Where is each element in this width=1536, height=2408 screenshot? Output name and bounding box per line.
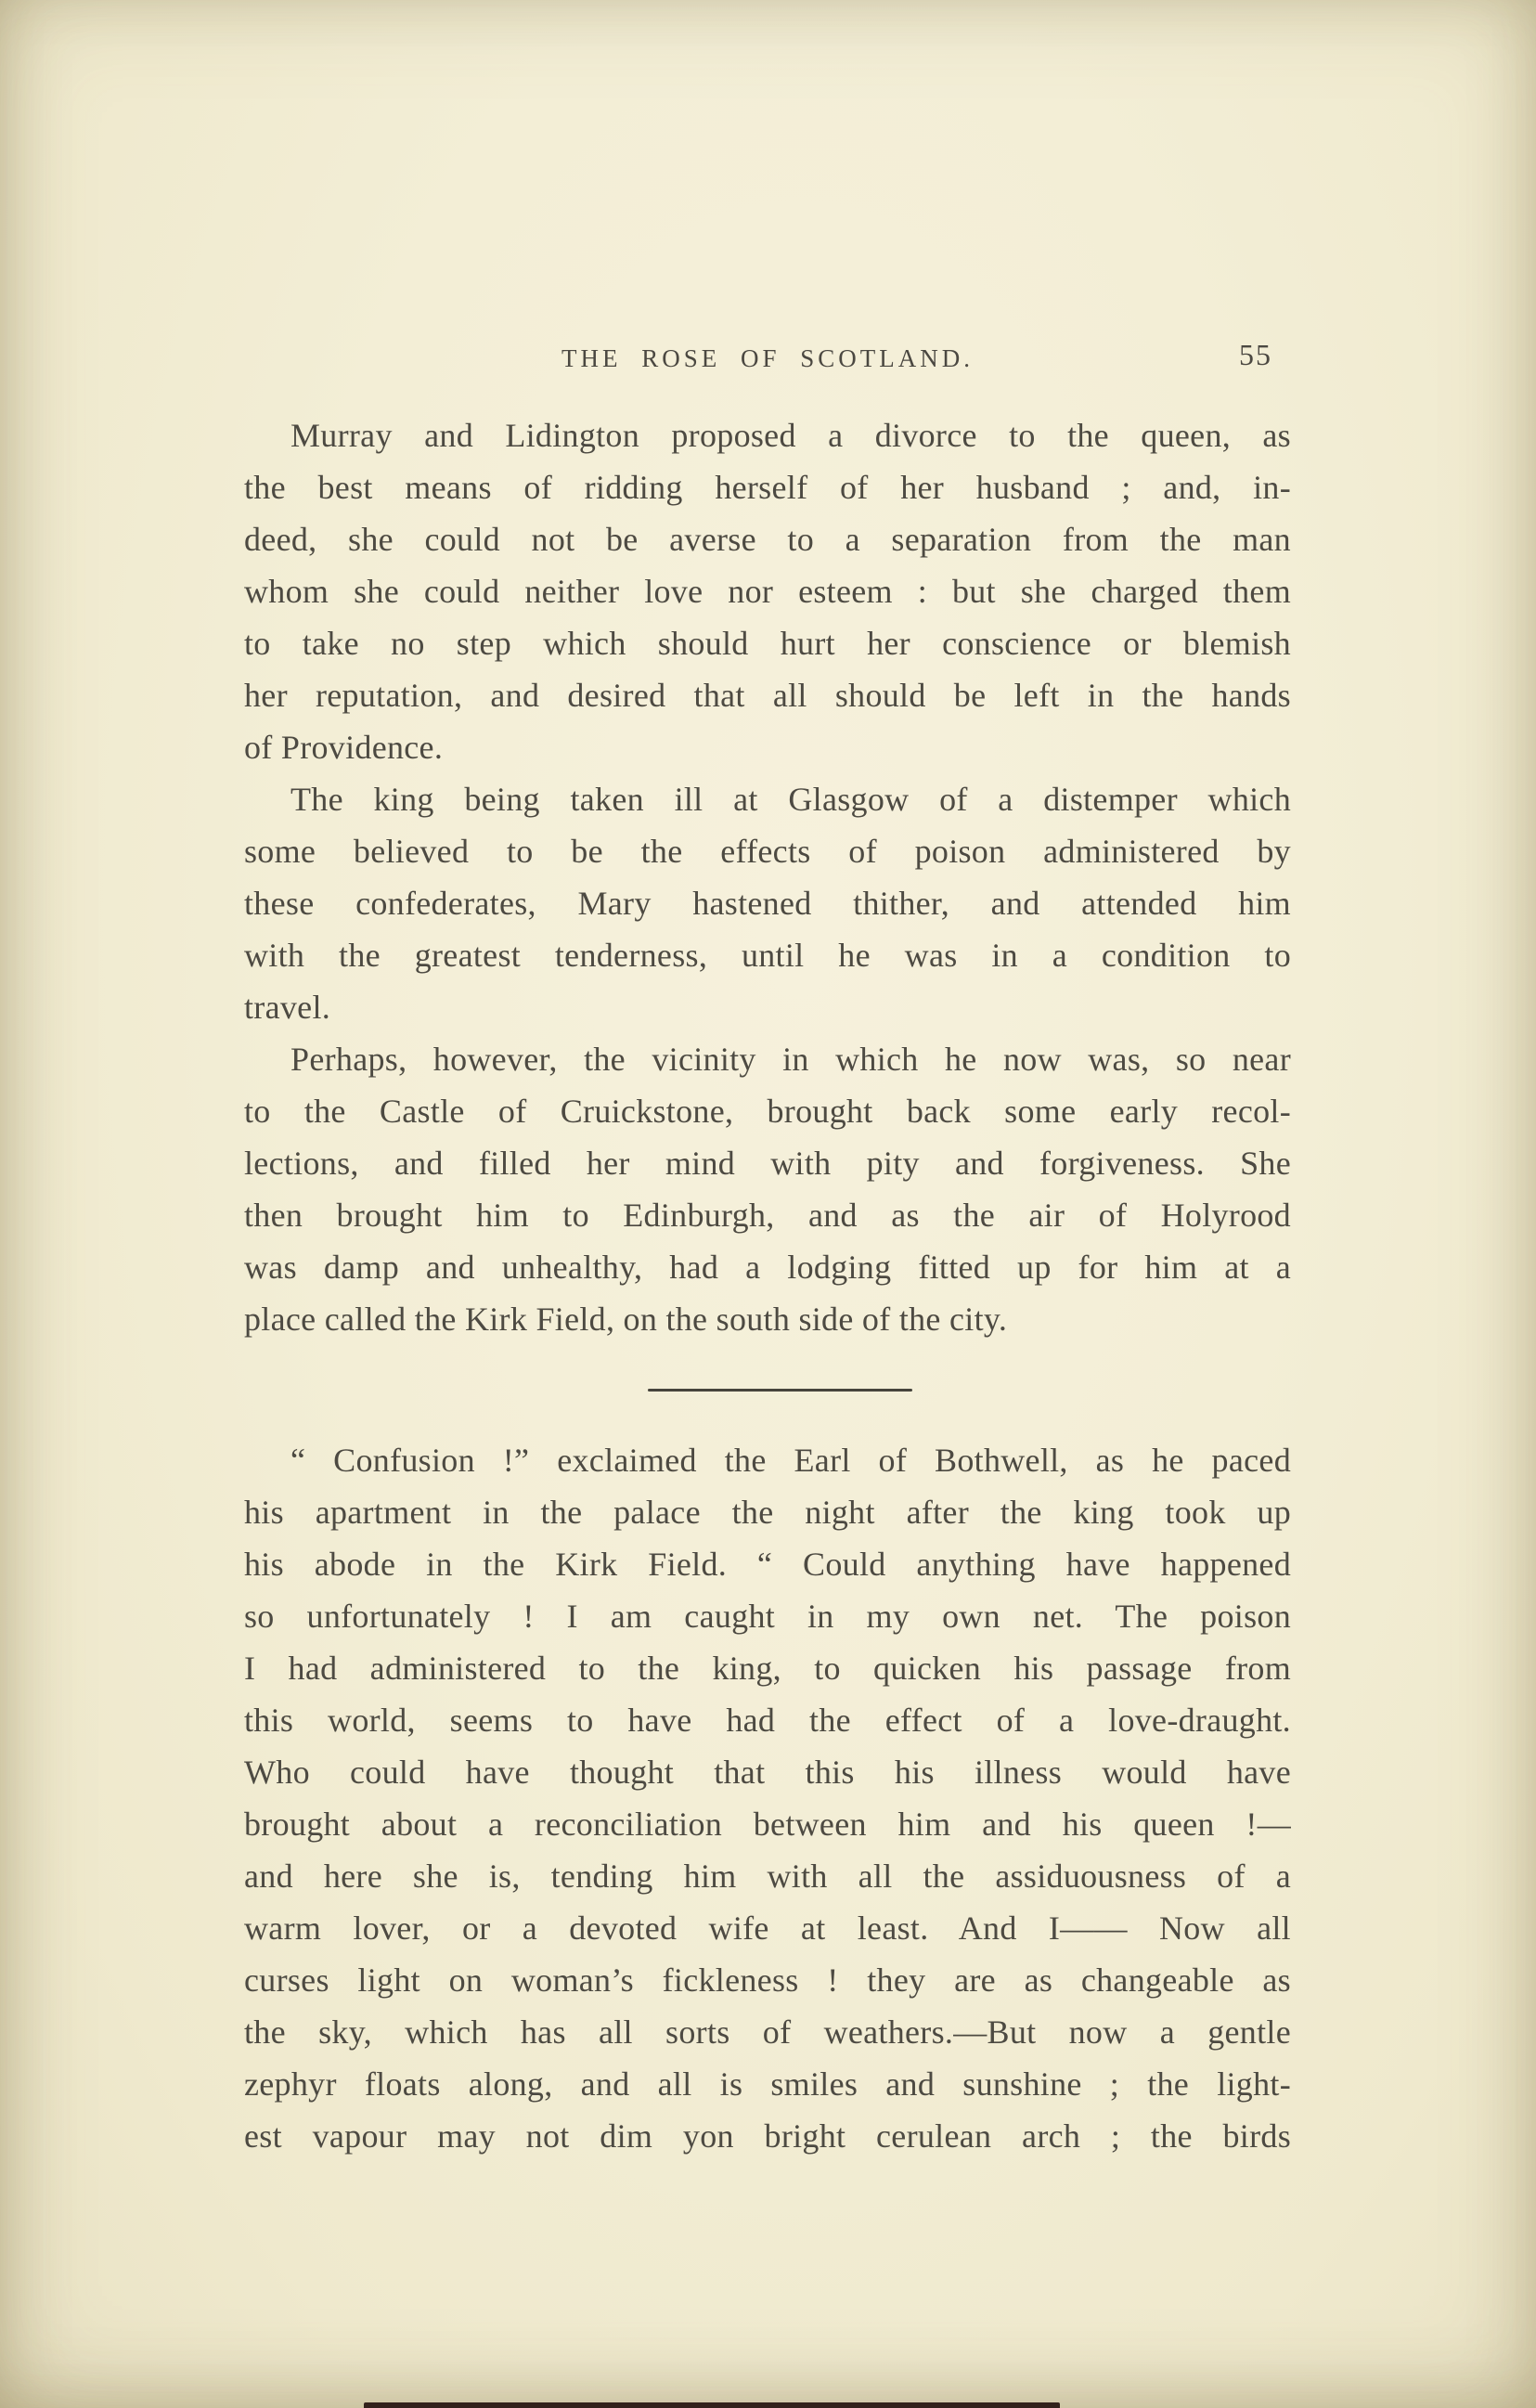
text-line: to the Castle of Cruickstone, brought back some early recol- <box>244 1093 1291 1130</box>
text-line: his apartment in the palace the night after the king took up <box>244 1494 1291 1531</box>
section-divider <box>648 1389 912 1392</box>
text-line: with the greatest tenderness, until he was in a condition to <box>244 937 1291 974</box>
text-line: zephyr floats along, and all is smiles and sunshine ; the light- <box>244 2065 1291 2103</box>
text-line: curses light on woman’s fickleness ! they are as changeable as <box>244 1961 1291 1999</box>
text-line: then brought him to Edinburgh, and as the air of Holyrood <box>244 1197 1291 1234</box>
text-line: and here she is, tending him with all the assiduousness of a <box>244 1858 1291 1895</box>
text-line: was damp and unhealthy, had a lodging fitted up for him at a <box>244 1249 1291 1286</box>
text-line: I had administered to the king, to quicken his passage from <box>244 1650 1291 1687</box>
text-line: whom she could neither love nor esteem : but she charged them <box>244 573 1291 610</box>
text-line: deed, she could not be averse to a separation from the man <box>244 521 1291 558</box>
page-body <box>244 409 1291 2162</box>
scan-edge-artifact <box>364 2402 1060 2408</box>
page-number: 55 <box>1239 338 1272 371</box>
page-header <box>244 338 1291 383</box>
text-line: her reputation, and desired that all should be left in the hands <box>244 677 1291 714</box>
text-line: Who could have thought that this his illness would have <box>244 1754 1291 1791</box>
text-line: of Providence. <box>244 729 444 766</box>
text-line: place called the Kirk Field, on the south side of the city. <box>244 1301 1008 1338</box>
text-line: est vapour may not dim yon bright cerulean arch ; the birds <box>244 2117 1291 2155</box>
text-line: travel. <box>244 989 331 1026</box>
text-line: Perhaps, however, the vicinity in which he now was, so near <box>290 1041 1291 1078</box>
text-line: the best means of ridding herself of her husband ; and, in- <box>244 469 1291 506</box>
text-line: the sky, which has all sorts of weathers.—But now a gentle <box>244 2013 1291 2051</box>
text-line: to take no step which should hurt her conscience or blemish <box>244 625 1291 662</box>
running-title: THE ROSE OF SCOTLAND. <box>561 344 975 372</box>
text-line: “ Confusion !” exclaimed the Earl of Bothwell, as he paced <box>290 1442 1291 1479</box>
text-line: this world, seems to have had the effect of a love-draught. <box>244 1702 1291 1739</box>
text-line: brought about a reconciliation between him and his queen !— <box>244 1806 1291 1843</box>
text-line: warm lover, or a devoted wife at least. And I—— Now all <box>244 1910 1291 1947</box>
text-line: his abode in the Kirk Field. “ Could anything have happened <box>244 1546 1291 1583</box>
text-line: lections, and filled her mind with pity and forgiveness. She <box>244 1145 1291 1182</box>
text-line: these confederates, Mary hastened thither, and attended him <box>244 885 1291 922</box>
text-line: some believed to be the effects of poison administered by <box>244 833 1291 870</box>
text-line: so unfortunately ! I am caught in my own net. The poison <box>244 1598 1291 1635</box>
text-line: Murray and Lidington proposed a divorce to the queen, as <box>290 417 1291 454</box>
text-line: The king being taken ill at Glasgow of a distemper which <box>290 781 1291 818</box>
